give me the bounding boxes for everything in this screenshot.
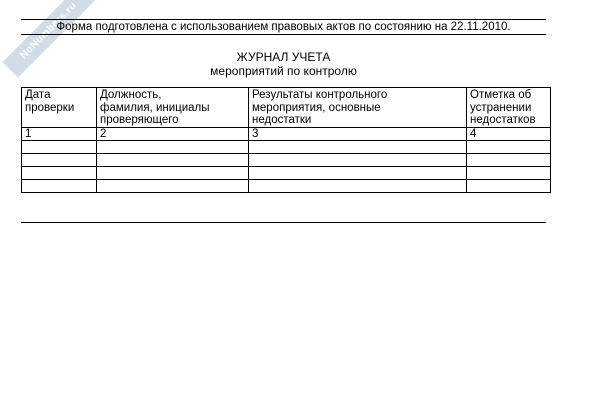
header-rule (21, 34, 546, 35)
table-cell (249, 167, 467, 180)
column-number: 2 (97, 128, 249, 141)
header-line: фамилия, инициалы (100, 101, 210, 114)
header-line: недостатки (252, 114, 312, 126)
bottom-rule (21, 222, 546, 223)
document-title: ЖУРНАЛ УЧЕТА (236, 50, 331, 64)
table-row (22, 167, 551, 180)
table-row (22, 180, 551, 193)
table-cell (249, 180, 467, 193)
table-cell (467, 141, 551, 154)
table-cell (249, 141, 467, 154)
table-cell (97, 154, 249, 167)
table-cell (22, 154, 97, 167)
header-note: Форма подготовлена с использованием правовых актов по состоянию на 22.11.2010. (56, 21, 511, 33)
table-cell (22, 180, 97, 193)
header-line: Результаты контрольного (252, 89, 388, 101)
table-header-row (22, 88, 551, 128)
watermark-logo: NoNumbers.ru (2, 0, 95, 78)
column-number: 3 (249, 128, 467, 141)
header-inspector (97, 88, 249, 128)
header-remedy (467, 88, 551, 128)
header-line: мероприятия, основные (252, 101, 381, 114)
column-number: 4 (467, 128, 551, 141)
header-line: устранении (470, 101, 532, 114)
journal-table (21, 87, 551, 193)
header-line: проверяющего (100, 114, 179, 126)
table-cell (467, 180, 551, 193)
table-row (22, 154, 551, 167)
header-line: Дата (25, 89, 51, 101)
table-cell (22, 141, 97, 154)
table-cell (97, 180, 249, 193)
table-cell (467, 154, 551, 167)
table-cell (97, 141, 249, 154)
header-line: Должность, (100, 89, 162, 101)
header-results (249, 88, 467, 128)
header-line: проверки (25, 101, 75, 114)
table-cell (467, 167, 551, 180)
table-cell (97, 167, 249, 180)
header-date (22, 88, 97, 128)
header-line: Отметка об (470, 89, 532, 101)
document-subtitle: мероприятий по контролю (210, 64, 357, 78)
column-number-row (22, 128, 551, 141)
header-line: недостатков (470, 114, 536, 126)
column-number: 1 (22, 128, 97, 141)
table-cell (249, 154, 467, 167)
table-row (22, 141, 551, 154)
table-cell (22, 167, 97, 180)
